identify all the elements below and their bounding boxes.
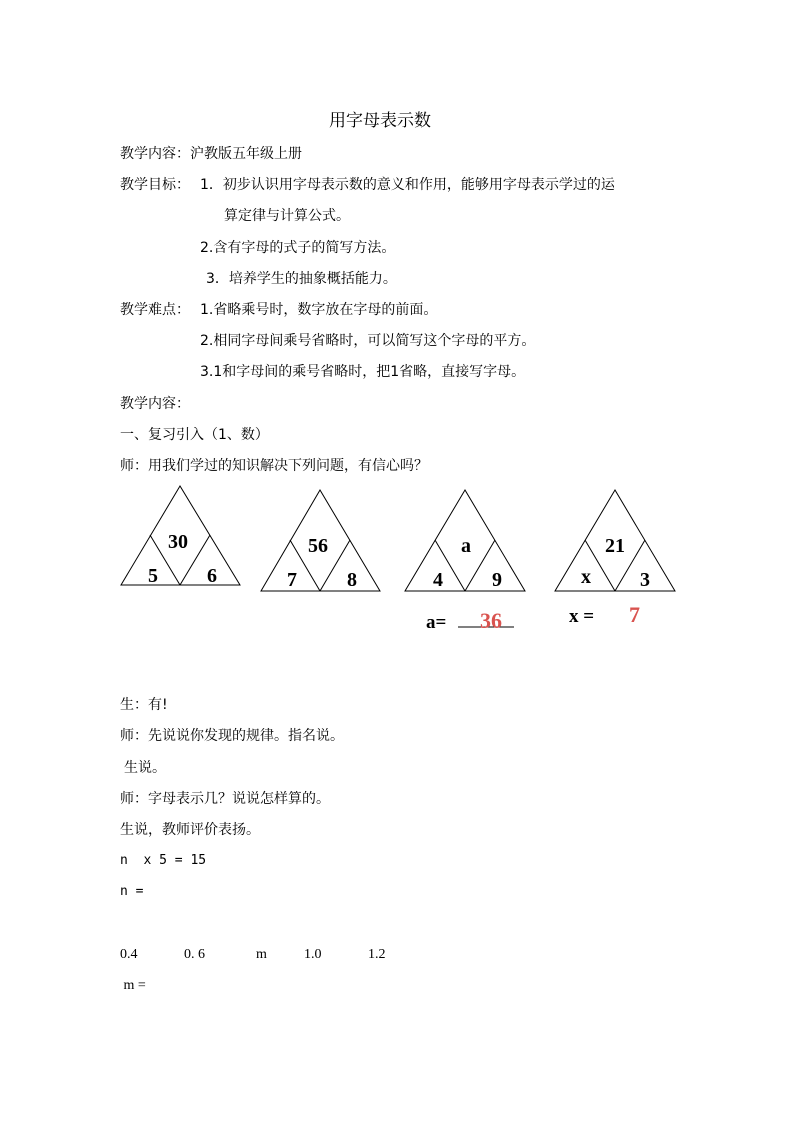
t3-left: 4	[433, 569, 443, 591]
equation-1-answer: n =	[120, 884, 144, 899]
section-heading: 一、复习引入（1、数）	[120, 427, 269, 443]
t1-top: 30	[168, 531, 188, 553]
equation-1: n x 5 = 15	[120, 853, 207, 868]
goal-2: 2.含有字母的式子的简写方法。	[200, 240, 396, 256]
seq-item-2: 0. 6	[184, 947, 205, 962]
dialog-line-2: 师：先说说你发现的规律。指名说。	[120, 728, 344, 744]
page-title: 用字母表示数	[329, 111, 431, 131]
goal-3: 3．培养学生的抽象概括能力。	[206, 271, 397, 287]
t1-left: 5	[148, 565, 158, 587]
seq-item-4: 1.0	[304, 947, 322, 962]
t4-top: 21	[605, 535, 625, 557]
t2-top: 56	[308, 535, 328, 557]
answer-a-label: a=	[426, 612, 447, 633]
seq-item-3: m	[256, 947, 267, 962]
goals-label: 教学目标：	[120, 177, 190, 193]
t3-top: a	[461, 535, 471, 557]
answer-x-label: x =	[569, 606, 595, 627]
goal-1b: 算定律与计算公式。	[224, 208, 350, 224]
answer-x-value: 7	[629, 602, 640, 627]
dialog-line-3: 生说。	[124, 760, 166, 776]
t2-right: 8	[347, 569, 357, 591]
answer-a-value: 36	[480, 608, 502, 633]
difficulties-label: 教学难点：	[120, 302, 190, 318]
difficulty-2: 2.相同字母间乘号省略时，可以简写这个字母的平方。	[200, 333, 536, 349]
teacher-question: 师：用我们学过的知识解决下列问题，有信心吗？	[120, 458, 428, 474]
difficulty-1: 1.省略乘号时，数字放在字母的前面。	[200, 302, 438, 318]
t1-right: 6	[207, 565, 217, 587]
dialog-line-5: 生说，教师评价表扬。	[120, 822, 260, 838]
content-line: 教学内容：沪教版五年级上册	[120, 146, 302, 162]
dialog-line-4: 师：字母表示几？说说怎样算的。	[120, 791, 330, 807]
t3-right: 9	[492, 569, 502, 591]
t4-right: 3	[640, 569, 650, 591]
difficulty-3: 3.1和字母间的乘号省略时，把1省略，直接写字母。	[200, 364, 526, 380]
seq-answer: m =	[120, 978, 146, 993]
t4-left: x	[581, 566, 591, 588]
seq-item-5: 1.2	[368, 947, 386, 962]
content-label-2: 教学内容：	[120, 396, 190, 412]
dialog-line-1: 生：有!	[120, 697, 168, 713]
goal-1a: 1．初步认识用字母表示数的意义和作用，能够用字母表示学过的运	[200, 177, 615, 193]
t2-left: 7	[287, 569, 297, 591]
seq-item-1: 0.4	[120, 947, 138, 962]
